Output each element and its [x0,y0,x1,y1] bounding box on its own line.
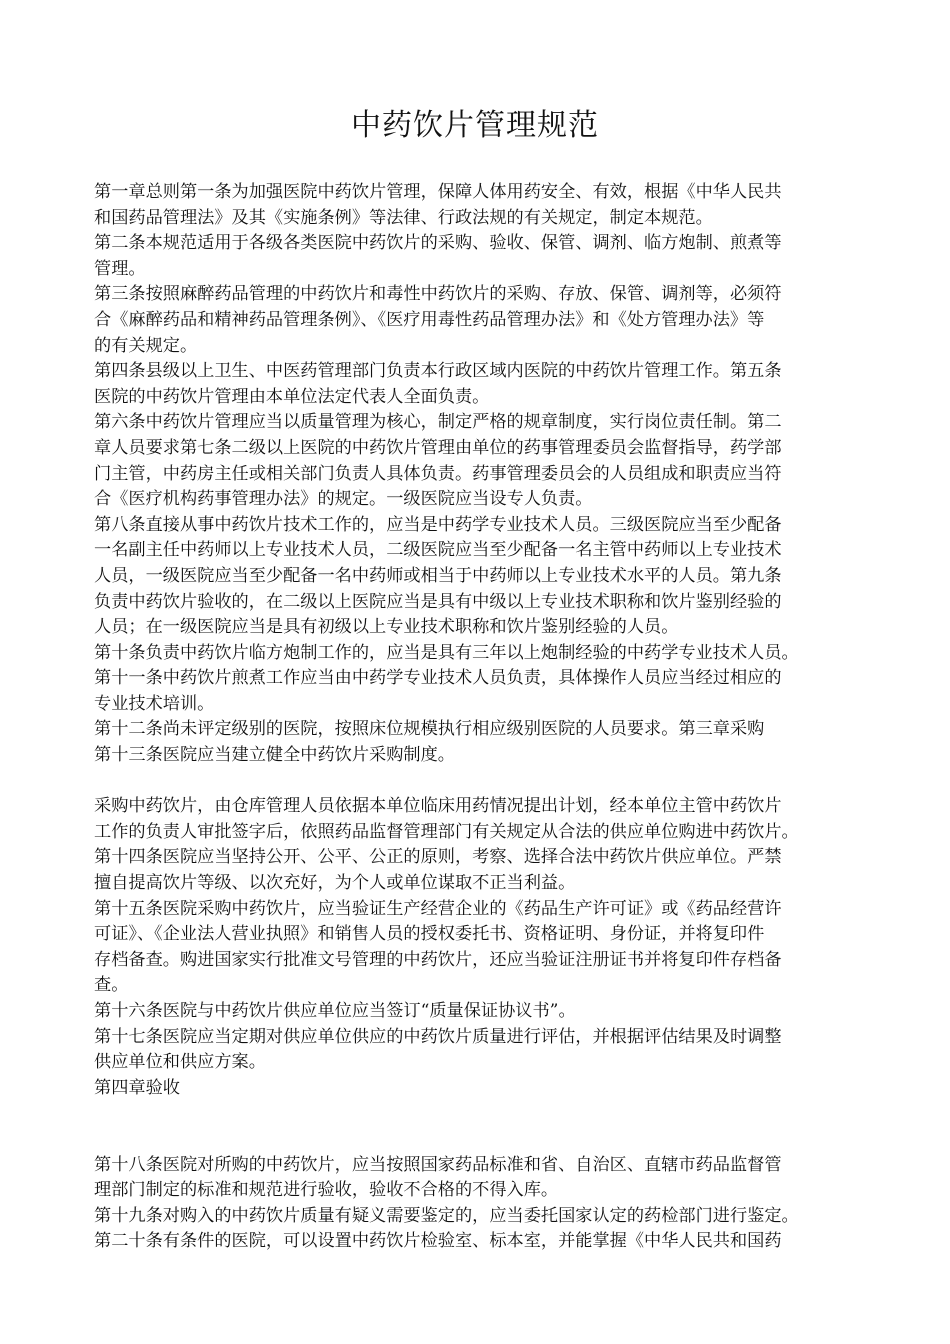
text-line: 门主管，中药房主任或相关部门负责人具体负责。药事管理委员会的人员组成和职责应当符 [94,463,782,484]
text-line: 人员，一级医院应当至少配备一名中药师或相当于中药师以上专业技术水平的人员。第九条 [94,565,782,586]
document-title: 中药饮片管理规范 [351,108,599,143]
text-line: 第一章总则第一条为加强医院中药饮片管理，保障人体用药安全、有效，根据《中华人民共 [94,182,782,202]
text-line: 第四条县级以上卫生、中医药管理部门负责本行政区域内医院的中药饮片管理工作。第五条 [94,361,782,382]
text-line: 第六条中药饮片管理应当以质量管理为核心，制定严格的规章制度，实行岗位责任制。第二 [94,412,782,433]
text-line: 第十六条医院与中药饮片供应单位应当签订“质量保证协议书”。 [94,1001,576,1021]
text-line: 管理。 [94,258,146,279]
text-line: 的有关规定。 [94,335,198,356]
text-line: 第八条直接从事中药饮片技术工作的，应当是中药学专业技术人员。三级医院应当至少配备 [94,514,782,535]
text-line: 查。 [94,975,129,996]
text-line: 章人员要求第七条二级以上医院的中药饮片管理由单位的药事管理委员会监督指导，药学部 [94,437,782,458]
text-line: 第十九条对购入的中药饮片质量有疑义需要鉴定的，应当委托国家认定的药检部门进行鉴定。 [94,1205,799,1226]
text-line: 采购中药饮片，由仓库管理人员依据本单位临床用药情况提出计划，经本单位主管中药饮片 [94,796,782,817]
text-line: 人员；在一级医院应当是具有初级以上专业技术职称和饮片鉴别经验的人员。 [94,617,679,638]
text-line: 第十七条医院应当定期对供应单位供应的中药饮片质量进行评估，并根据评估结果及时调整 [94,1026,782,1047]
blank-line [94,769,860,795]
text-line: 第三条按照麻醉药品管理的中药饮片和毒性中药饮片的采购、存放、保管、调剂等，必须符 [94,284,782,305]
text-line: 医院的中药饮片管理由本单位法定代表人全面负责。 [94,386,490,407]
text-line: 合《医疗机构药事管理办法》的规定。一级医院应当设专人负责。 [94,489,593,510]
text-line: 第十条负责中药饮片临方炮制工作的，应当是具有三年以上炮制经验的中药学专业技术人员。 [94,642,799,663]
blank-line [94,1101,860,1127]
text-line: 擅自提高饮片等级、以次充好，为个人或单位谋取不正当利益。 [94,873,576,894]
text-line: 第二十条有条件的医院，可以设置中药饮片检验室、标本室，并能掌握《中华人民共和国药 [94,1231,782,1252]
text-line: 第十八条医院对所购的中药饮片，应当按照国家药品标准和省、自治区、直辖市药品监督管 [94,1154,782,1175]
text-line: 合《麻醉药品和精神药品管理条例》、《医疗用毒性药品管理办法》和《处方管理办法》等 [94,309,765,330]
text-line: 第四章验收 [94,1077,180,1098]
text-line: 第十四条医院应当坚持公开、公平、公正的原则，考察、选择合法中药饮片供应单位。严禁 [94,847,782,868]
text-line: 可证》、《企业法人营业执照》和销售人员的授权委托书、资格证明、身份证，并将复印件 [94,924,765,945]
text-line: 供应单位和供应方案。 [94,1052,266,1073]
text-line: 一名副主任中药师以上专业技术人员，二级医院应当至少配备一名主管中药师以上专业技术 [94,540,782,561]
text-line: 理部门制定的标准和规范进行验收，验收不合格的不得入库。 [94,1180,559,1201]
text-line: 专业技术培训。 [94,693,215,714]
text-line: 第十五条医院采购中药饮片，应当验证生产经营企业的《药品生产许可证》或《药品经营许 [94,898,782,919]
text-line: 第十二条尚未评定级别的医院，按照床位规模执行相应级别医院的人员要求。第三章采购 [94,719,765,740]
text-line: 第二条本规范适用于各级各类医院中药饮片的采购、验收、保管、调剂、临方炮制、煎煮等 [94,233,782,254]
blank-line [94,1127,860,1153]
text-line: 第十一条中药饮片煎煮工作应当由中药学专业技术人员负责，具体操作人员应当经过相应的 [94,668,782,689]
text-line: 和国药品管理法》及其《实施条例》等法律、行政法规的有关规定，制定本规范。 [94,207,713,228]
text-line: 第十三条医院应当建立健全中药饮片采购制度。 [94,745,455,766]
document-body [94,180,860,1255]
text-line: 存档备查。购进国家实行批准文号管理的中药饮片，还应当验证注册证书并将复印件存档备 [94,949,782,970]
text-line: 负责中药饮片验收的，在二级以上医院应当是具有中级以上专业技术职称和饮片鉴别经验的 [94,591,782,612]
text-line: 工作的负责人审批签字后，依照药品监督管理部门有关规定从合法的供应单位购进中药饮片。 [94,821,799,842]
